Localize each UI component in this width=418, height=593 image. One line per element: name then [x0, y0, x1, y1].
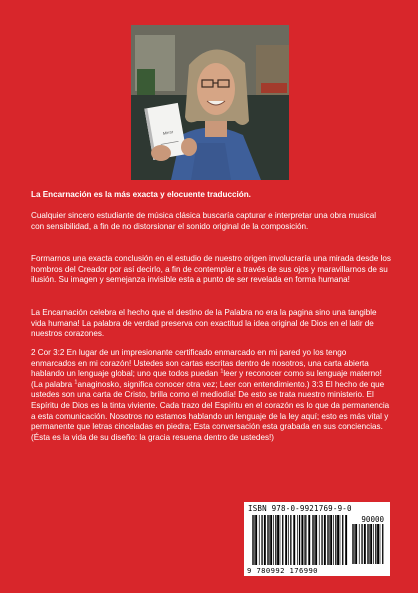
- barcode-digits: 9 780992 176990: [247, 566, 318, 575]
- p4-part-b: leer y reconocer como su lenguaje materno! (La palabra: [31, 369, 382, 389]
- paragraph-4: [31, 348, 391, 443]
- footnote-marker: 1: [220, 368, 224, 375]
- heading: La Encarnación es la más exacta y elocuente traducción.: [31, 190, 251, 199]
- book-cover-text: Mirror: [162, 129, 174, 136]
- isbn-label: ISBN 978-0-9921769-9-0: [248, 504, 352, 513]
- footnote-marker: 1: [74, 379, 78, 386]
- p4-part-a: 2 Cor 3:2 En lugar de un impresionante certificado enmarcado en mi pared yo los tengo enmarcados en mi corazón! Ustedes son cartas escritas dentro de nosotros, una carta abierta hablando un lenguaje global; uno que todos puedan: [31, 348, 369, 379]
- barcode-bars: [252, 515, 348, 565]
- paragraph-1: Cualquier sincero estudiante de música clásica buscaría capturar e interpretar una obra musical con sensibilidad, a fin de no distorsionar el sonido original de la composición.: [31, 211, 377, 231]
- paragraph-3: La Encarnación celebra el hecho que el destino de la Palabra no era la pagina sino una tangible vida humana! La palabra de verdad preserva con exactitud la idea original de Dios en el latir de nuestros corazones.: [31, 308, 377, 339]
- price-barcode-bars: [352, 524, 384, 564]
- author-photo: [131, 25, 289, 180]
- p4-part-c: anaginosko, significa conocer otra vez; Leer con entendimiento.) 3:3 El hecho de que ustedes son una carta de Cristo, brilla como el mediodía! De esto se trata nuestro ministerio. El Espíritu de Dios es la tinta viviente. Cada trazo del Espíritu en el corazón es lo que da permanencia a esta comunicación. Nosotros no estamos hablando un lenguaje de la ley aquí; esto es más vital y permanente que letras cinceladas en piedra; Esta conversación esta grabada en sus conciencias. (Ésta es la vida de su diseño: la gracia resuena dentro de ustedes!): [31, 379, 390, 442]
- price-code: 90000: [361, 515, 384, 524]
- paragraph-2: Formarnos una exacta conclusión en el estudio de nuestro origen involucraría una mirada desde los hombros del Creador por así decirlo, a fin de contemplar a través de sus ojos y maravillarnos de su ilusión. Su imagen y semejanza invisible esta a punto de ser revelada en forma humana!: [31, 254, 391, 285]
- isbn-barcode: [244, 502, 390, 576]
